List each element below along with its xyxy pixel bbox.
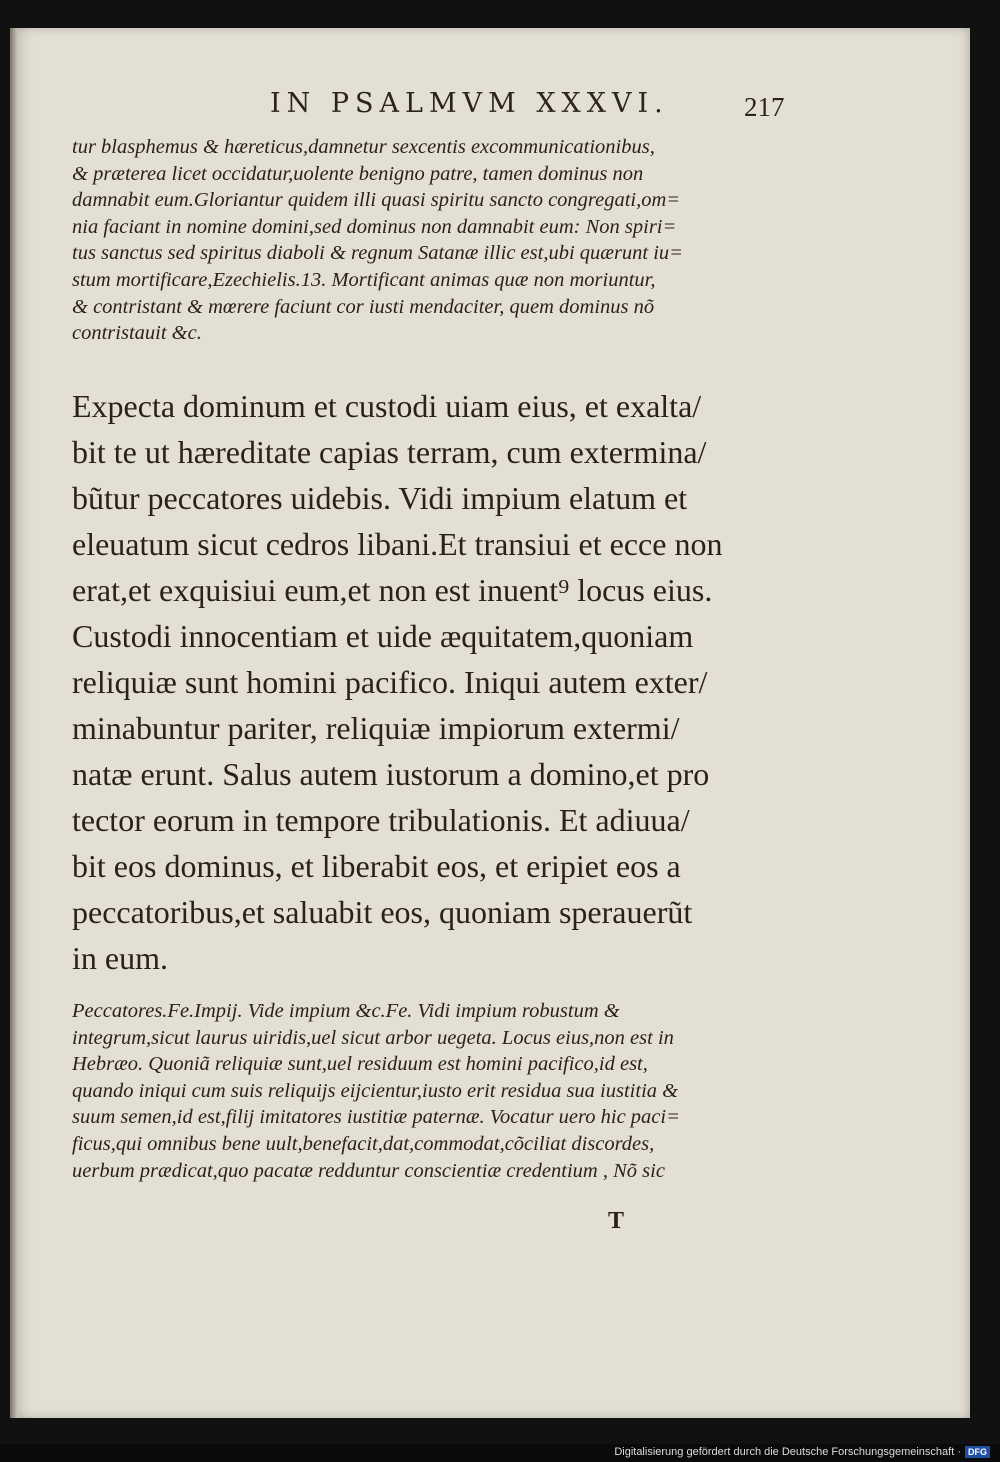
text-line: Custodi innocentiam et uide æquitatem,quoniam	[72, 618, 694, 654]
text-line: ficus,qui omnibus bene uult,benefacit,dat,commodat,cõciliat discordes,	[72, 1132, 655, 1155]
text-line: minabuntur pariter, reliquiæ impiorum extermi/	[72, 710, 680, 746]
text-line: peccatoribus,et saluabit eos, quoniam sperauerũt	[72, 894, 693, 930]
signature-mark: T	[608, 1208, 625, 1234]
text-line: bũtur peccatores uidebis. Vidi impium elatum et	[72, 480, 688, 516]
text-line: uerbum prædicat,quo pacatæ redduntur conscientiæ credentium , Nõ sic	[72, 1159, 665, 1182]
text-line: tur blasphemus & hæreticus,damnetur sexcentis excommunicationibus,	[72, 136, 655, 158]
text-line: & contristant & mœrere faciunt cor iusti mendaciter, quem dominus nõ	[72, 295, 655, 318]
credit-text: Digitalisierung gefördert durch die Deutsche Forschungsgemeinschaft ·	[614, 1446, 961, 1458]
text-line: tector eorum in tempore tribulationis. Et adiuua/	[72, 802, 690, 838]
page-number: 217	[744, 92, 785, 122]
text-line: natæ erunt. Salus autem iustorum a domino,et pro	[72, 756, 710, 792]
dfg-logo-icon: DFG	[965, 1446, 990, 1458]
text-line: in eum.	[72, 940, 168, 976]
page-gutter-shadow	[10, 28, 18, 1418]
text-line: bit te ut hæreditate capias terram, cum extermina/	[72, 434, 707, 470]
running-title: IN PSALMVM XXXVI.	[270, 88, 669, 119]
text-line: nia faciant in nomine domini,sed dominus non damnabit eum: Non spiri=	[72, 215, 677, 238]
text-line: & præterea licet occidatur,uolente benigno patre, tamen dominus non	[72, 162, 644, 185]
digitization-credit	[614, 1446, 990, 1458]
text-line: quando iniqui cum suis reliquijs eijcientur,iusto erit residua sua iustitia &	[72, 1079, 679, 1102]
text-line: Hebræo. Quoniã reliquiæ sunt,uel residuum est homini pacifico,id est,	[72, 1053, 648, 1076]
text-line: bit eos dominus, et liberabit eos, et eripiet eos a	[72, 848, 681, 884]
commentary-bottom	[72, 998, 762, 1184]
text-line: reliquiæ sunt homini pacifico. Iniqui autem exter/	[72, 664, 708, 700]
text-line: tus sanctus sed spiritus diaboli & regnum Satanæ illic est,ubi quærunt iu=	[72, 242, 684, 265]
text-line: suum semen,id est,filij imitatores iustitiæ paternæ. Vocatur uero hic paci=	[72, 1106, 680, 1129]
text-line: erat,et exquisiui eum,et non est inuent⁹ locus eius.	[72, 572, 713, 608]
text-line: Expecta dominum et custodi uiam eius, et exalta/	[72, 388, 702, 424]
text-line: integrum,sicut laurus uiridis,uel sicut arbor uegeta. Locus eius,non est in	[72, 1026, 674, 1049]
commentary-top	[72, 134, 762, 347]
psalm-text	[72, 383, 762, 981]
text-line: eleuatum sicut cedros libani.Et transiui et ecce non	[72, 526, 723, 562]
text-line: Peccatores.Fe.Impij. Vide impium &c.Fe. Vidi impium robustum &	[72, 1000, 620, 1022]
text-line: stum mortificare,Ezechielis.13. Mortificant animas quæ non moriuntur,	[72, 268, 656, 291]
text-line: damnabit eum.Gloriantur quidem illi quasi spiritu sancto congregati,om=	[72, 189, 681, 212]
text-line: contristauit &c.	[72, 322, 202, 345]
